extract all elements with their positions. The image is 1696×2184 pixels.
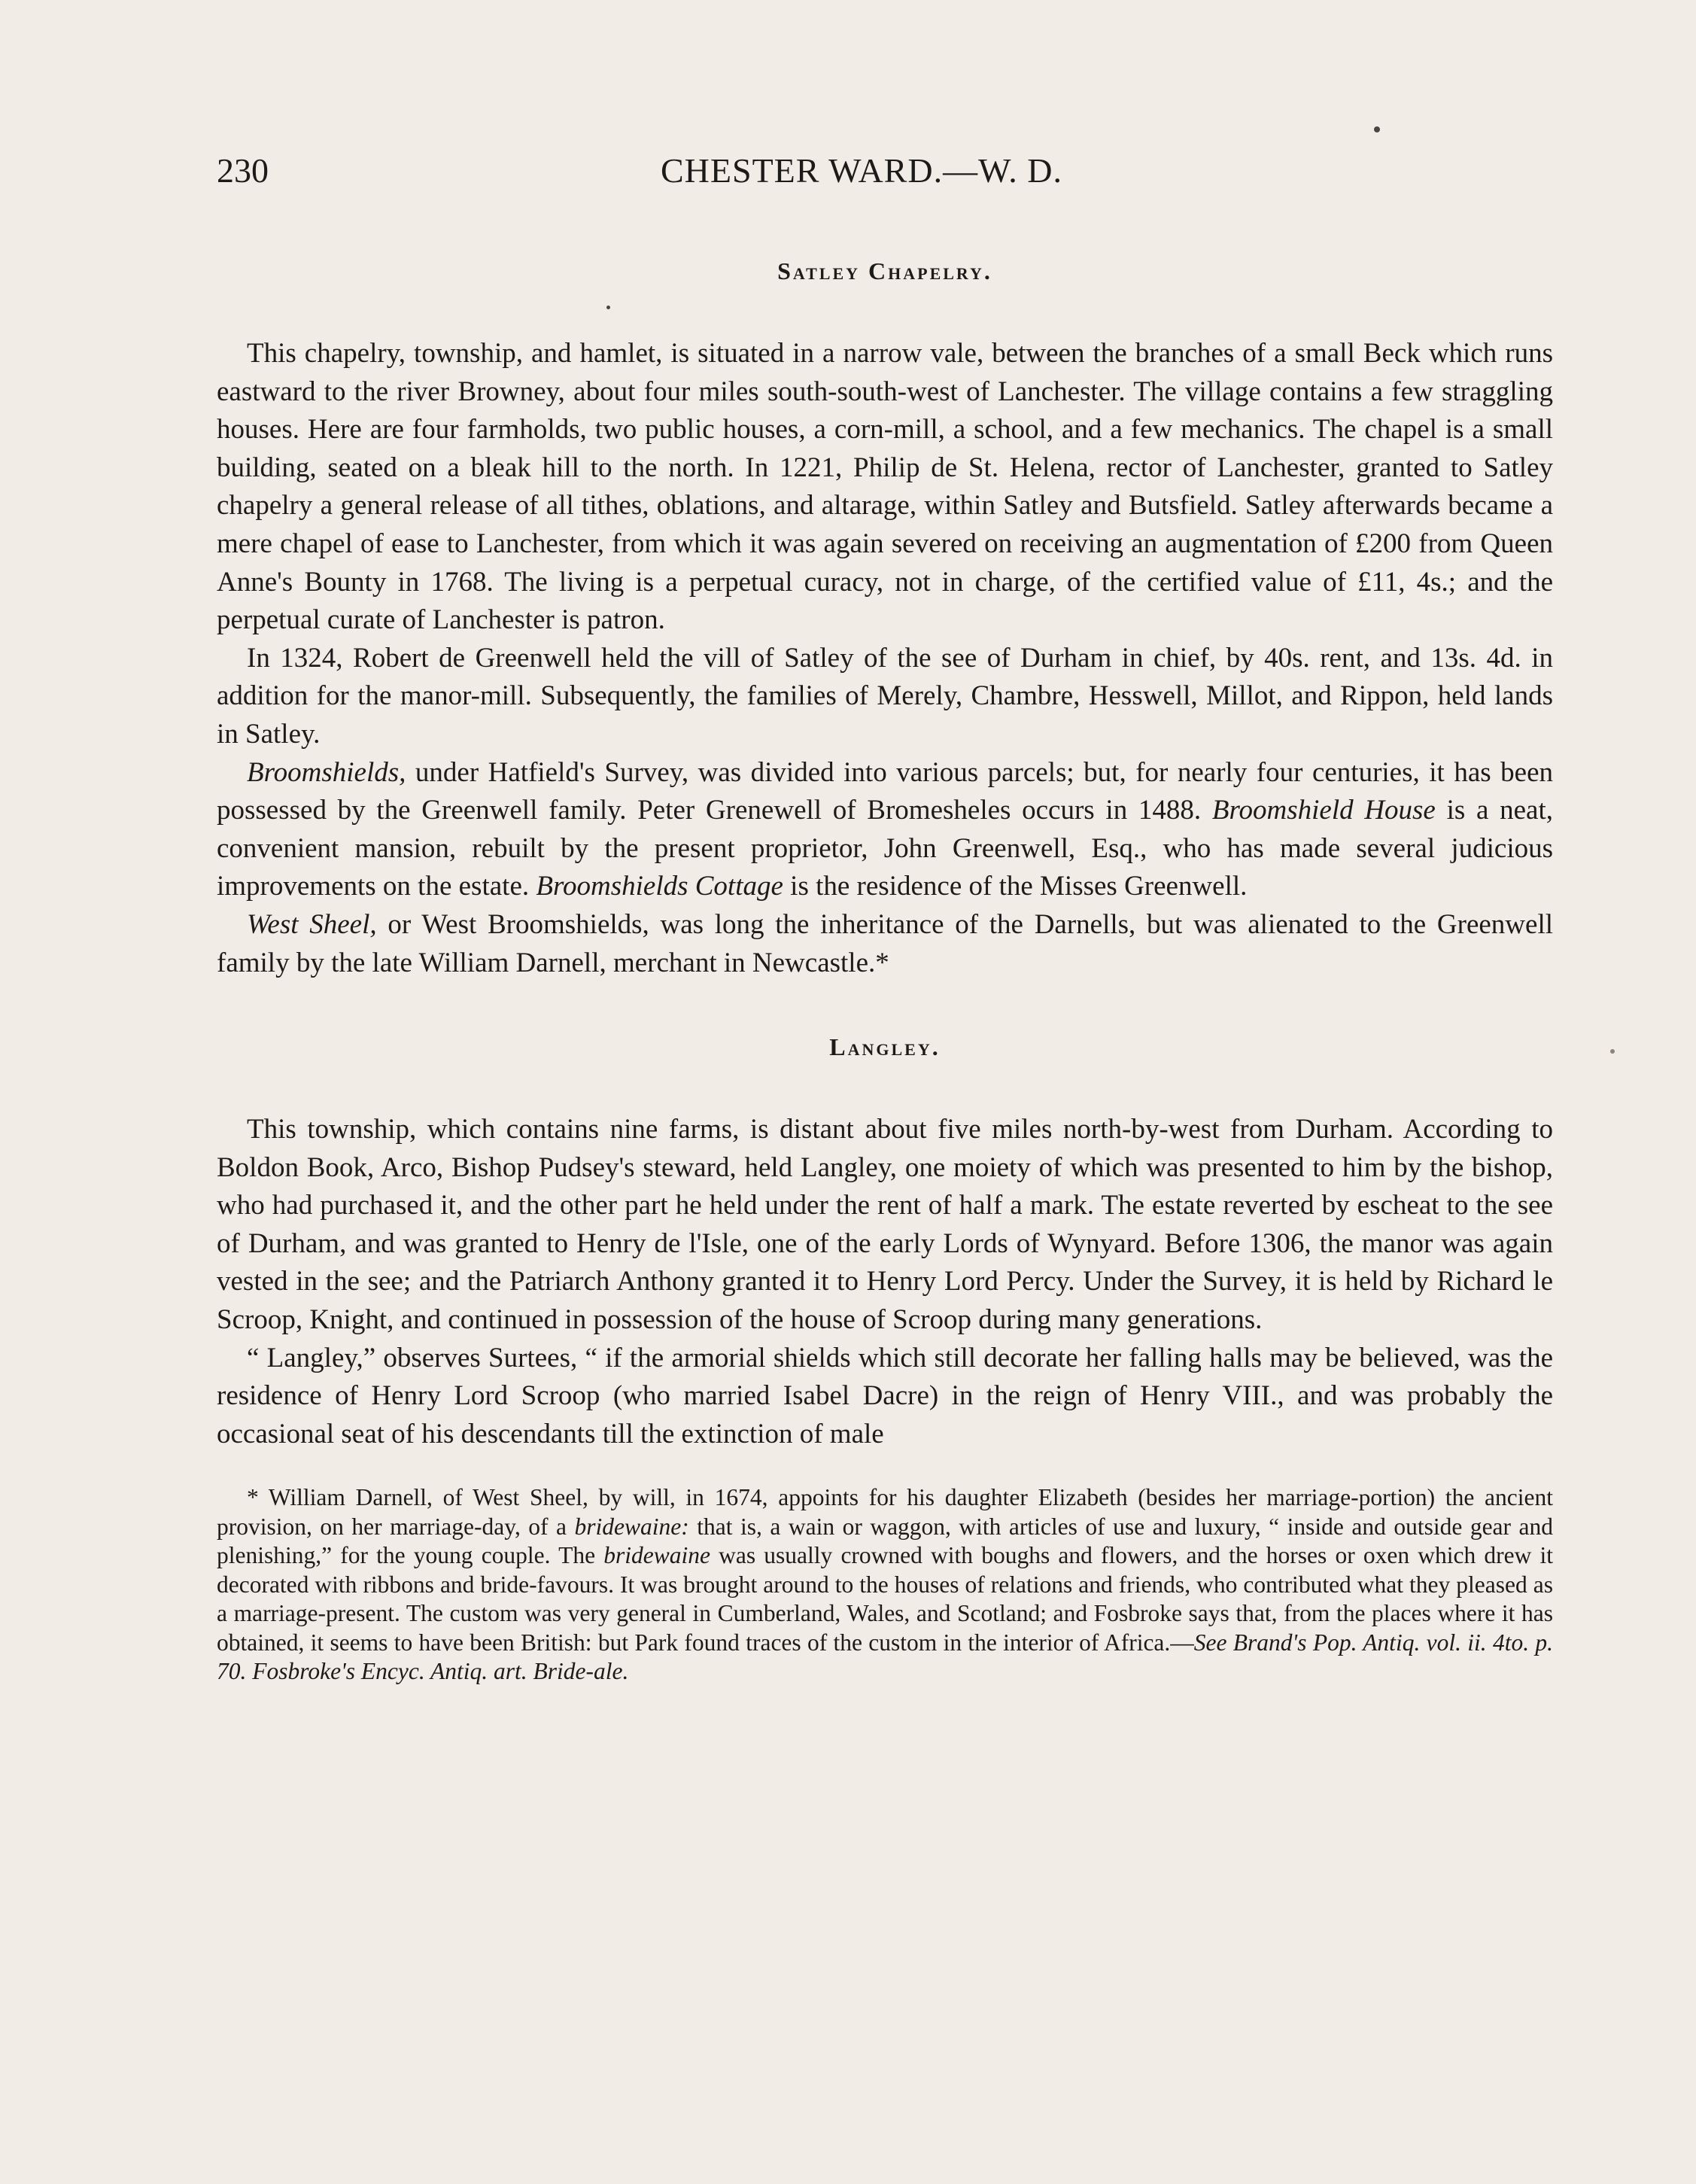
running-title: CHESTER WARD.—W. D. xyxy=(661,151,1062,190)
paper-speck xyxy=(1610,1049,1615,1054)
paragraph: Broomshields, under Hatfield's Survey, was divided into various parcels; but, for nearly four centuries, it has been possessed by the Greenwell family. Peter Grenewell of Bromesheles occurs in 1488. Broomshield House is a neat, convenient mansion, rebuilt by the present proprietor, John Greenwell, Esq., who has made several judicious improvements on the estate. Broomshields Cottage is the residence of the Misses Greenwell. xyxy=(217,756,1553,902)
running-head xyxy=(217,143,1553,196)
footnote-text: * William Darnell, of West Sheel, by will, in 1674, appoints for his daughter Elizabeth (besides her marriage-portion) the ancient provision, on her marriage-day, of a bridewaine: that is, a wain or waggon, with articles of use and luxury, “ inside and outside gear and plenishing,” for the young couple. The bridewaine was usually crowned with boughs and flowers, and the horses or oxen which drew it decorated with ribbons and bride-favours. It was brought around to the houses of relations and friends, who contributed what they pleased as a marriage-present. The custom was very general in Cumberland, Wales, and Scotland; and Fosbroke says that, from the places where it has obtained, it seems to have been British: but Park found traces of the custom in the interior of Africa.—See Brand's Pop. Antiq. vol. ii. 4to. p. 70. Fosbroke's Encyc. Antiq. art. Bride-ale. xyxy=(217,1484,1553,1685)
paragraph: This chapelry, township, and hamlet, is situated in a narrow vale, between the branches of a small Beck which runs eastward to the river Browney, about four miles south-south-west of Lanchester. The village contains a few straggling houses. Here are four farmholds, two public houses, a corn-mill, a school, and a few mechanics. The chapel is a small building, seated on a bleak hill to the north. In 1221, Philip de St. Helena, rector of Lanchester, granted to Satley chapelry a general release of all tithes, oblations, and altarage, within Satley and Butsfield. Satley afterwards became a mere chapel of ease to Lanchester, from which it was again severed on receiving an augmentation of £200 from Queen Anne's Bounty in 1768. The living is a perpetual curacy, not in charge, of the certified value of £11, 4s.; and the perpetual curate of Lanchester is patron. xyxy=(217,338,1553,636)
page-number: 230 xyxy=(217,151,269,190)
paragraph: “ Langley,” observes Surtees, “ if the armorial shields which still decorate her falling halls may be believed, was the residence of Henry Lord Scroop (who married Isabel Dacre) in the reign of Henry VIII., and was probably the occasional seat of his descendants till the extinction of male xyxy=(217,1342,1553,1449)
section-heading-satley: Satley Chapelry. xyxy=(777,257,992,284)
book-page xyxy=(217,143,1553,1687)
satley-body xyxy=(217,335,1553,982)
paragraph: West Sheel, or West Broomshields, was long the inheritance of the Darnells, but was alienated to the Greenwell family by the late William Darnell, merchant in Newcastle.* xyxy=(217,908,1554,978)
footnote xyxy=(217,1483,1553,1687)
paragraph: This township, which contains nine farms, is distant about five miles north-by-west from Durham. According to Boldon Book, Arco, Bishop Pudsey's steward, held Langley, one moiety of which was presented to him by the bishop, who had purchased it, and the other part he held under the rent of half a mark. The estate reverted by escheat to the see of Durham, and was granted to Henry de l'Isle, one of the early Lords of Wynyard. Before 1306, the manor was again vested in the see; and the Patriarch Anthony granted it to Henry Lord Percy. Under the Survey, it is held by Richard le Scroop, Knight, and continued in possession of the house of Scroop during many generations. xyxy=(217,1114,1553,1336)
langley-body xyxy=(217,1111,1553,1453)
paper-speck xyxy=(1374,126,1380,132)
section-heading-langley: Langley. xyxy=(829,1033,941,1061)
paragraph: In 1324, Robert de Greenwell held the vill of Satley of the see of Durham in chief, by 40s. rent, and 13s. 4d. in addition for the manor-mill. Subsequently, the families of Merely, Chambre, Hesswell, Millot, and Rippon, held lands in Satley. xyxy=(217,642,1553,750)
